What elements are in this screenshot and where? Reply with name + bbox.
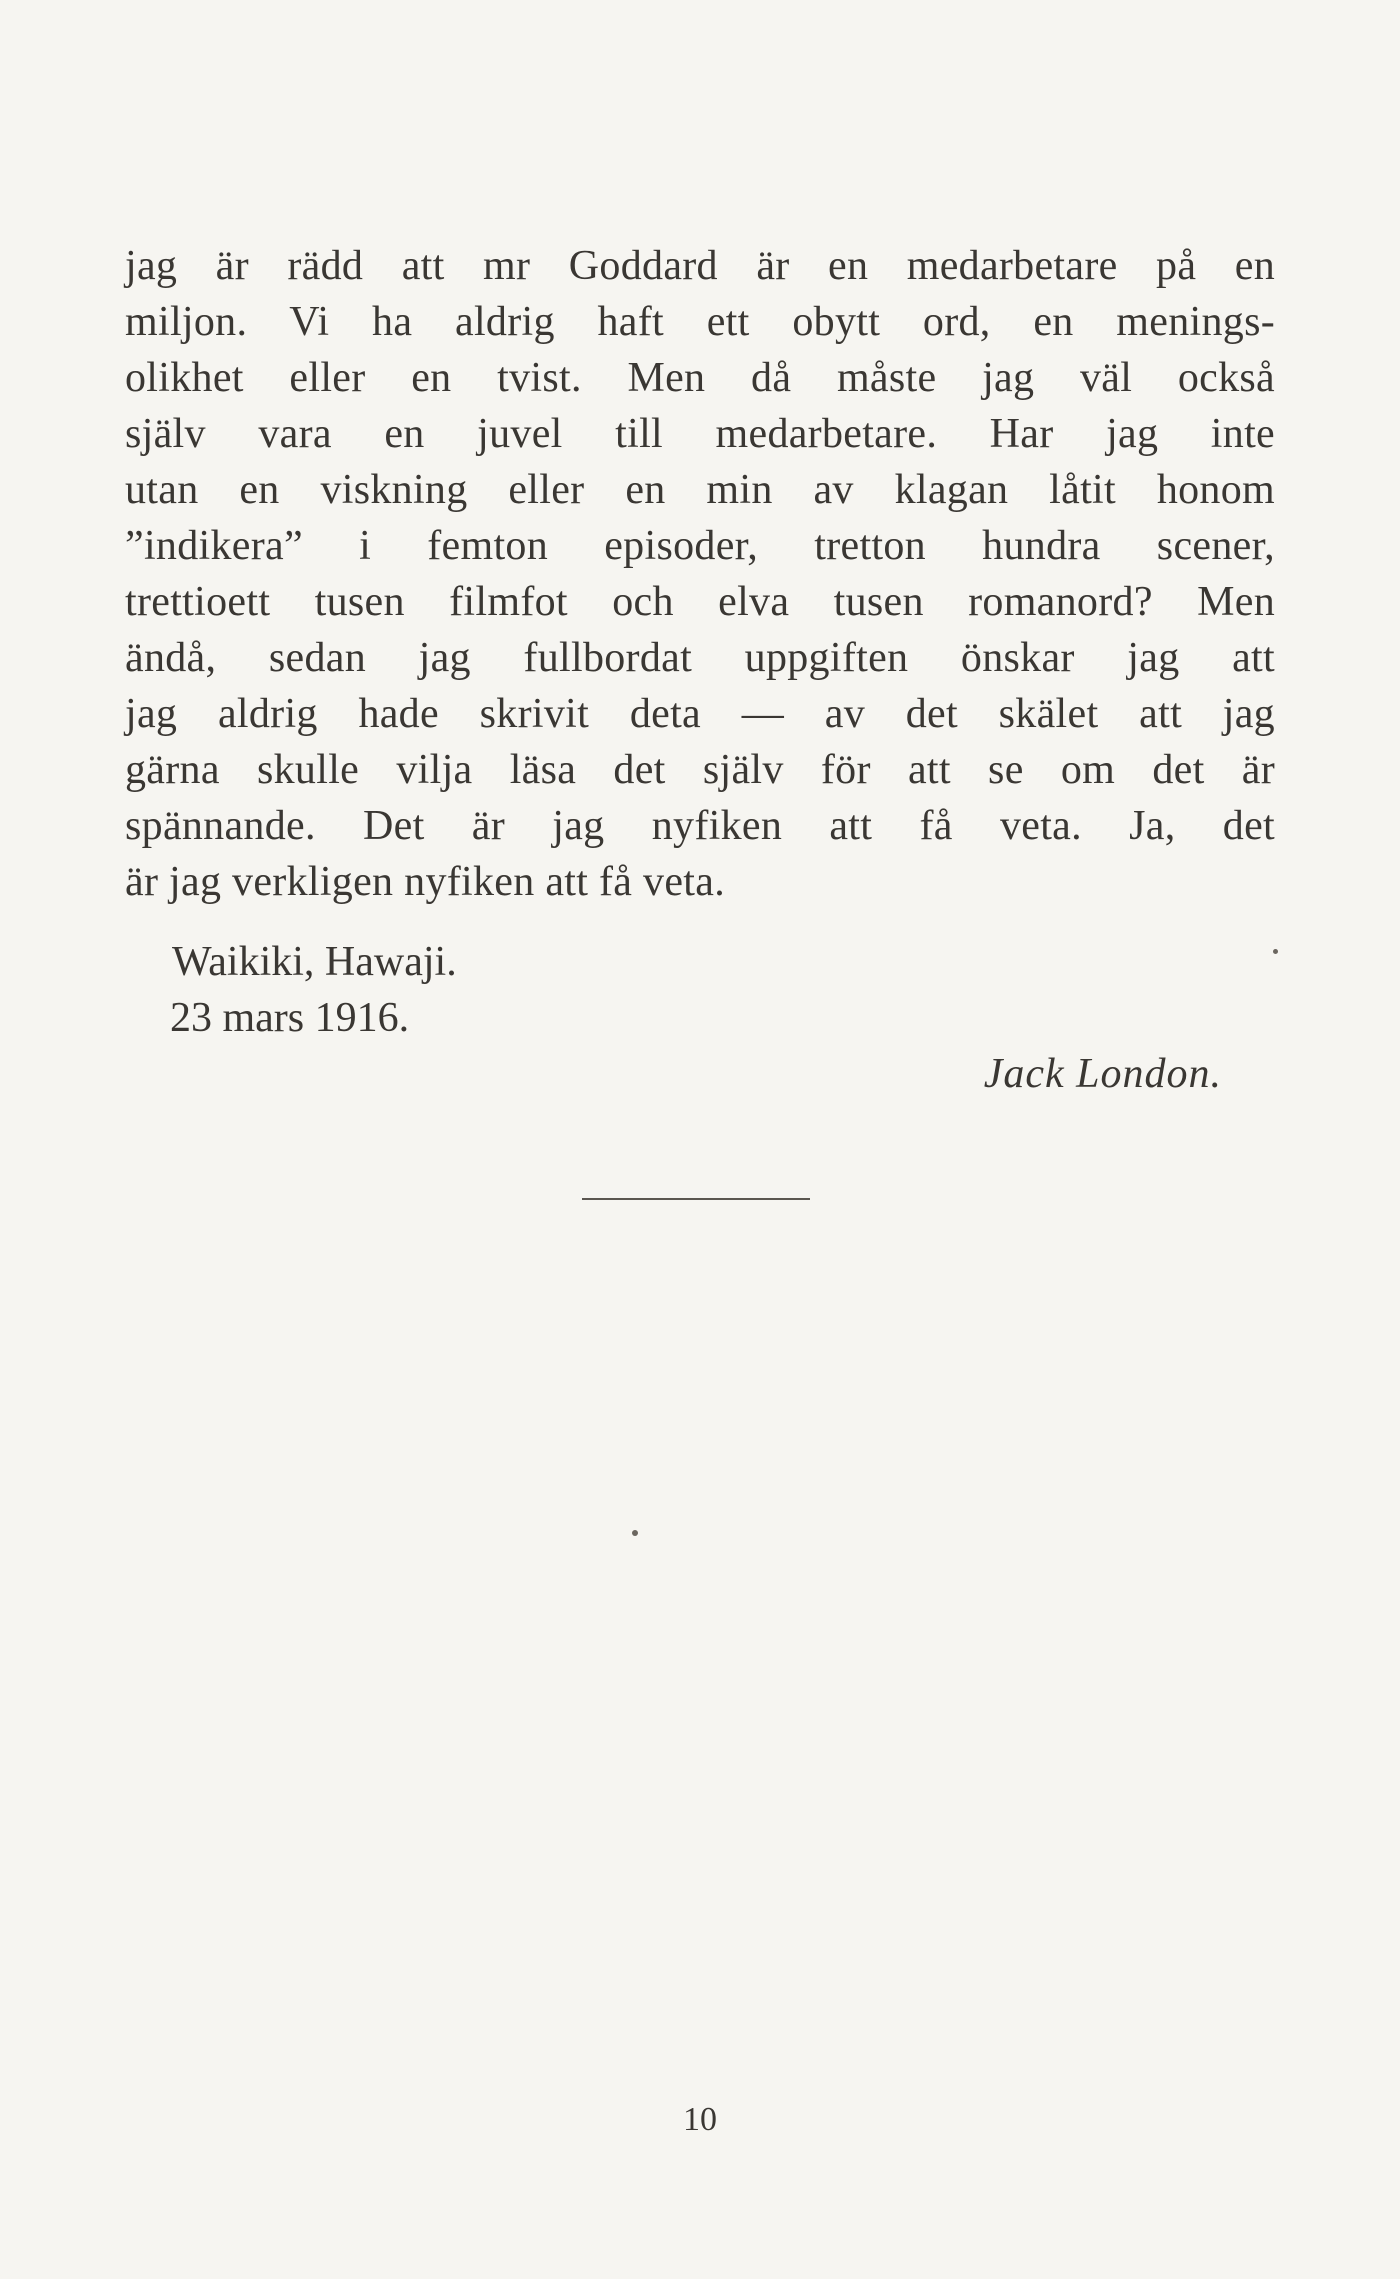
text-line: ”indikera” i femton episoder, tretton hundra scener, [125, 523, 1275, 569]
text-line: miljon. Vi ha aldrig haft ett obytt ord, en menings- [125, 299, 1275, 345]
text-line: trettioett tusen filmfot och elva tusen romanord? Men [125, 579, 1275, 625]
paper-speck [1273, 949, 1278, 954]
text-line: själv vara en juvel till medarbetare. Har jag inte [125, 411, 1275, 457]
section-divider [582, 1198, 810, 1200]
text-line: spännande. Det är jag nyfiken att få veta. Ja, det [125, 803, 1275, 849]
body-text [125, 238, 1275, 910]
text-line: jag är rädd att mr Goddard är en medarbetare på en [125, 243, 1275, 289]
text-line: är jag verkligen nyfiken att få veta. [125, 859, 726, 905]
text-line: ändå, sedan jag fullbordat uppgiften önskar jag att [125, 635, 1275, 681]
author-signature: Jack London. [983, 1051, 1222, 1097]
page-number: 10 [683, 2101, 717, 2138]
text-line: olikhet eller en tvist. Men då måste jag väl också [125, 355, 1275, 401]
paper-speck [632, 1530, 638, 1536]
text-line: jag aldrig hade skrivit deta — av det skälet att jag [125, 691, 1275, 737]
text-line: gärna skulle vilja läsa det själv för att se om det är [125, 747, 1275, 793]
closing-place: Waikiki, Hawaji. [172, 939, 457, 985]
closing-date: 23 mars 1916. [170, 995, 410, 1041]
text-line: utan en viskning eller en min av klagan låtit honom [125, 467, 1275, 513]
